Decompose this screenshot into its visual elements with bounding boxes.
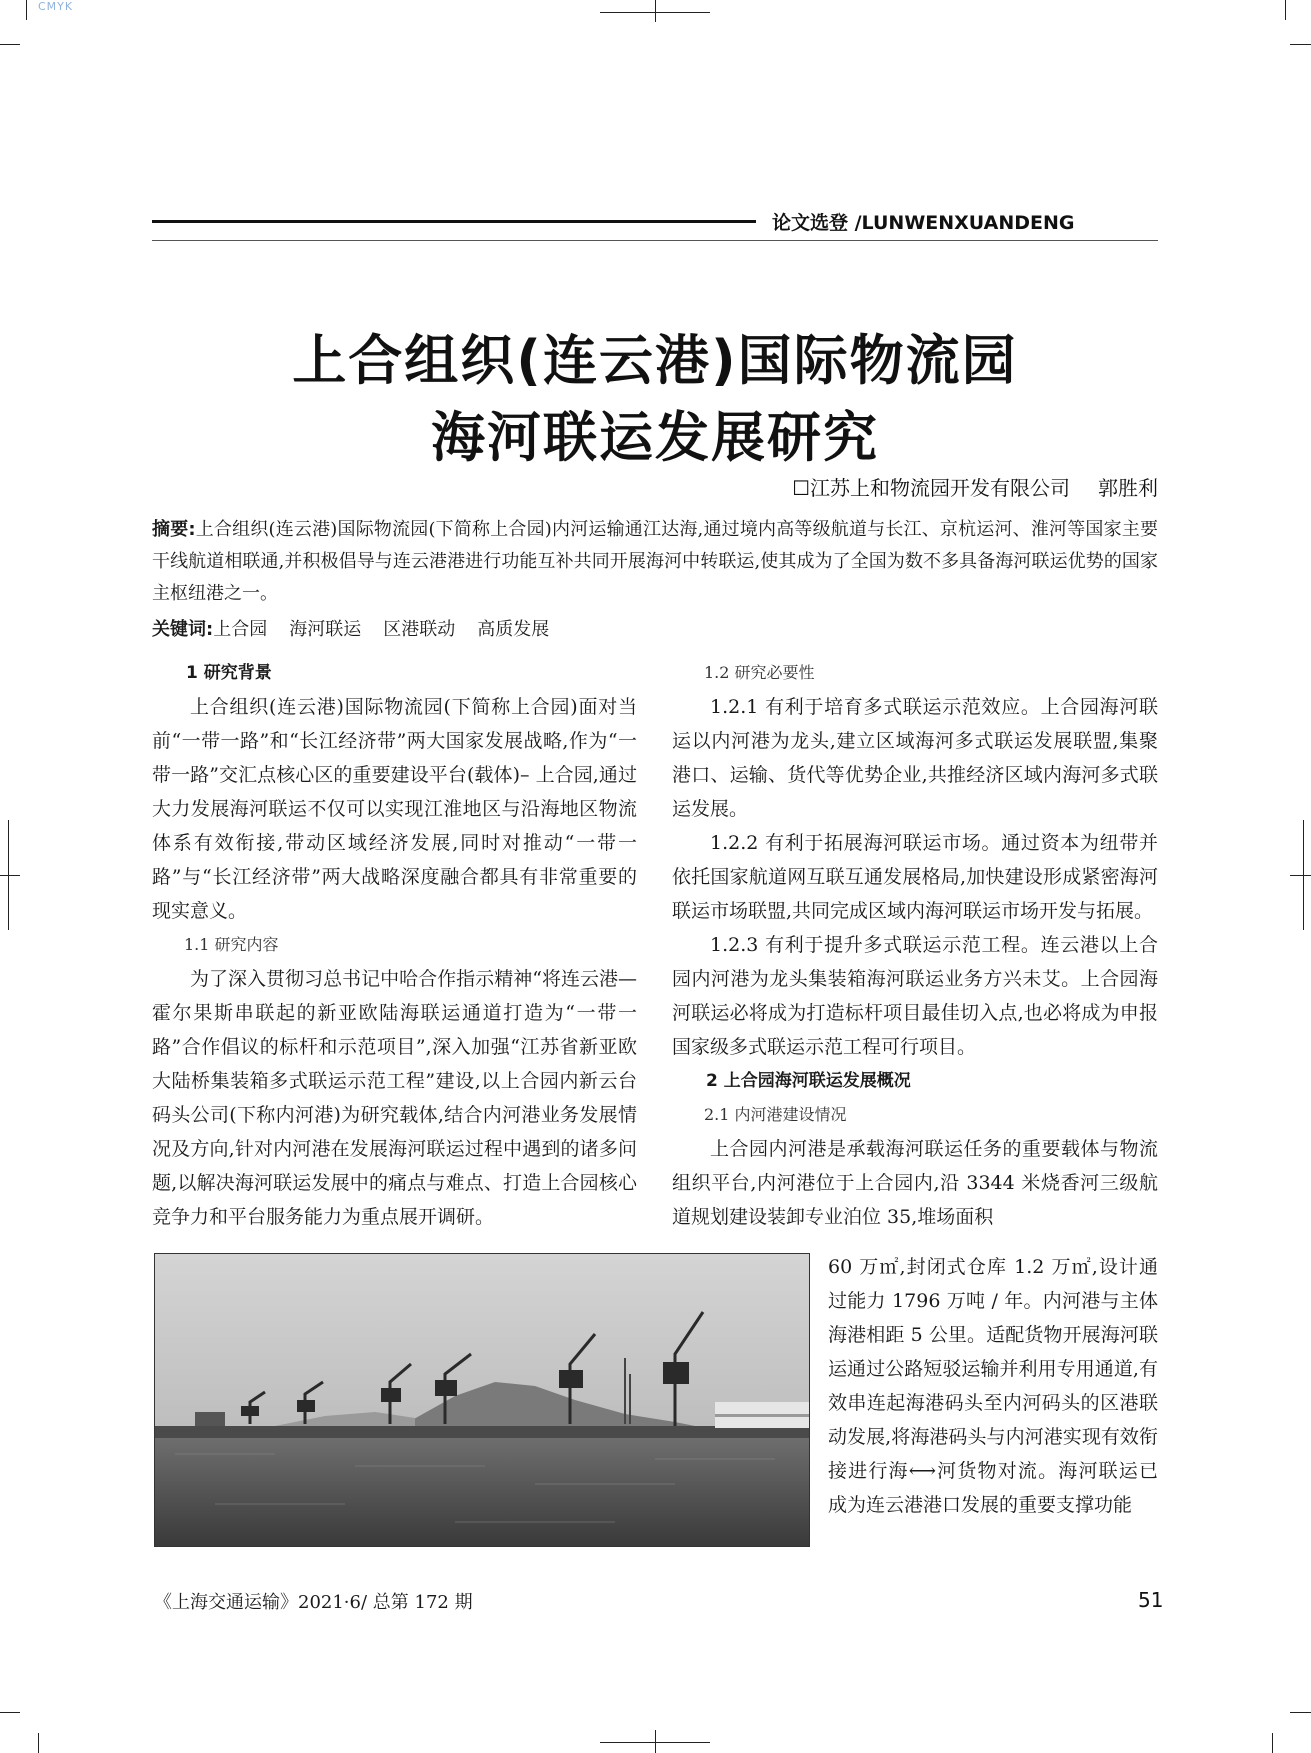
- crop-mark: [1272, 1733, 1273, 1753]
- port-photo: [154, 1253, 810, 1547]
- crop-mark: [1290, 1712, 1311, 1713]
- crop-mark: [38, 1733, 39, 1753]
- subsection-heading: 2.1 内河港建设情况: [704, 1105, 847, 1124]
- registration-mark: [600, 12, 710, 13]
- crop-mark: [0, 1712, 20, 1713]
- header-rule: [152, 220, 756, 223]
- left-column: [152, 656, 637, 1234]
- right-column-continued: [828, 1250, 1158, 1522]
- article-title-line1: 上合组织(连云港)国际物流园: [292, 329, 1018, 392]
- article-title-line2: 海河联运发展研究: [431, 406, 879, 469]
- paragraph: 60 万㎡,封闭式仓库 1.2 万㎡,设计通过能力 1796 万吨 / 年。内河港与主体海港相距 5 公里。适配货物开展海河联运通过公路短驳运输并利用专用通道,有效串连起海港码头至内河码头的区港联动发展,将海港码头与内河港实现有效衔接进行海⟷河货物对流。海河联运已成为连云港港口发展的重要支撑功能: [828, 1256, 1158, 1516]
- keyword: 上合园: [213, 619, 268, 640]
- harbor-cranes-illustration: [155, 1254, 809, 1546]
- registration-mark: [0, 875, 20, 876]
- paragraph: 1.2.2 有利于拓展海河联运市场。通过资本为纽带并依托国家航道网互联互通发展格局,加快建设形成紧密海河联运市场联盟,共同完成区域内海河联运市场开发与拓展。: [672, 832, 1158, 922]
- crop-mark: [1290, 44, 1311, 45]
- paragraph: 1.2.3 有利于提升多式联运示范工程。连云港以上合园内河港为龙头集装箱海河联运业务方兴未艾。上合园海河联运必将成为打造标杆项目最佳切入点,也必将成为申报国家级多式联运示范工程可行项目。: [672, 934, 1158, 1058]
- subsection-heading: 1.2 研究必要性: [704, 663, 815, 682]
- paragraph: 上合组织(连云港)国际物流园(下简称上合园)面对当前“一带一路”和“长江经济带”两大国家发展战略,作为“一带一路”交汇点核心区的重要建设平台(载体)– 上合园,通过大力发展海河联运不仅可以实现江淮地区与沿海地区物流体系有效衔接,带动区域经济发展,同时对推动“一带一路”与“长江经济带”两大战略深度融合都具有非常重要的现实意义。: [152, 696, 637, 922]
- page-number: 51: [1138, 1588, 1164, 1612]
- subsection-heading: 1.1 研究内容: [184, 935, 279, 954]
- paragraph: 1.2.1 有利于培育多式联运示范效应。上合园海河联运以内河港为龙头,建立区域海河多式联运发展联盟,集聚港口、运输、货代等优势企业,共推经济区域内海河多式联运发展。: [672, 696, 1158, 820]
- journal-footer: 《上海交通运输》2021·6/ 总第 172 期: [154, 1592, 473, 1613]
- cmyk-mark: CMYK: [38, 0, 74, 13]
- registration-mark: [600, 1742, 710, 1743]
- checkbox-icon: ☐: [792, 476, 810, 500]
- paragraph: 为了深入贯彻习总书记中哈合作指示精神“将连云港—霍尔果斯串联起的新亚欧陆海联运通道打造为“一带一路”合作倡议的标杆和示范项目”,深入加强“江苏省新亚欧大陆桥集装箱多式联运示范工程”建设,以上合园内新云台码头公司(下称内河港)为研究载体,结合内河港业务发展情况及方向,针对内河港在发展海河联运过程中遇到的诸多问题,以解决海河联运发展中的痛点与难点、打造上合园核心竞争力和平台服务能力为重点展开调研。: [152, 968, 637, 1228]
- keyword: 区港联动: [383, 619, 456, 640]
- right-column: [672, 656, 1158, 1234]
- section-heading: 2 上合园海河联运发展概况: [706, 1071, 911, 1091]
- author-affiliation: 江苏上和物流园开发有限公司: [810, 476, 1070, 500]
- section-heading: 1 研究背景: [186, 663, 272, 683]
- author-line: [700, 472, 1158, 501]
- abstract: [152, 514, 1158, 610]
- abstract-text: 上合组织(连云港)国际物流园(下简称上合园)内河运输通江达海,通过境内高等级航道与长江、京杭运河、淮河等国家主要干线航道相联通,并积极倡导与连云港港进行功能互补共同开展海河中转联运,使其成为了全国为数不多具备海河联运优势的国家主枢纽港之一。: [152, 519, 1158, 604]
- registration-mark: [1290, 875, 1311, 876]
- header-underline: [152, 240, 1158, 241]
- crop-mark: [26, 0, 27, 20]
- section-label: 论文选登 /LUNWENXUANDENG: [772, 212, 1075, 234]
- keyword: 海河联运: [289, 619, 362, 640]
- crop-mark: [0, 44, 20, 45]
- keywords-label: 关键词:: [152, 619, 214, 640]
- crop-mark: [1285, 0, 1286, 20]
- author-name: 郭胜利: [1098, 476, 1158, 500]
- abstract-label: 摘要:: [152, 519, 196, 540]
- keywords: [152, 614, 1158, 646]
- registration-mark: [655, 0, 656, 22]
- keyword: 高质发展: [477, 619, 550, 640]
- paragraph: 上合园内河港是承载海河联运任务的重要载体与物流组织平台,内河港位于上合园内,沿 3344 米烧香河三级航道规划建设装卸专业泊位 35,堆场面积: [672, 1138, 1158, 1228]
